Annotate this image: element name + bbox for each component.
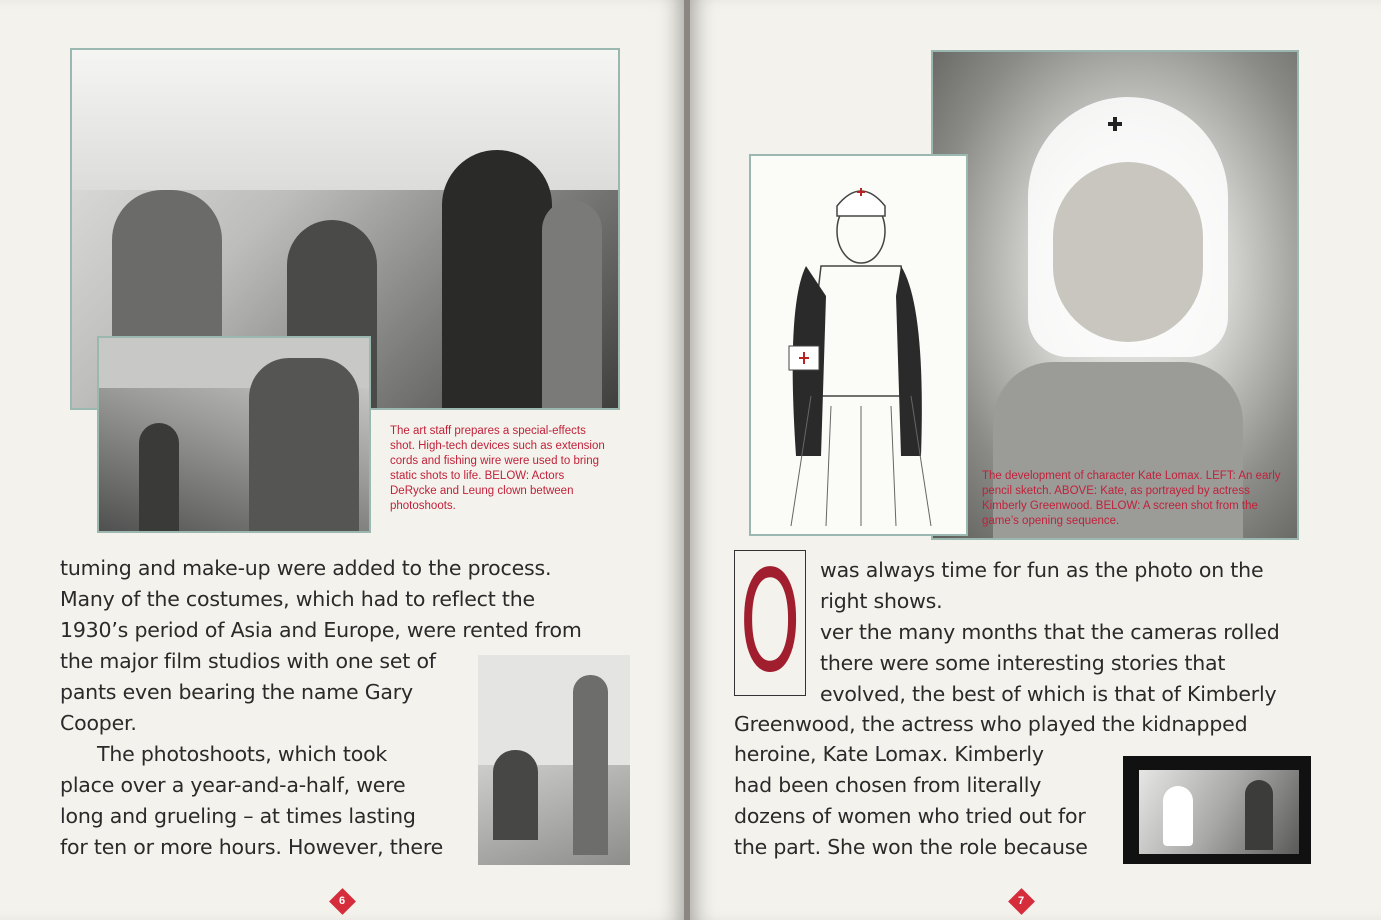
right-text-line: heroine, Kate Lomax. Kimberly: [734, 742, 1044, 766]
left-text-line: for ten or more hours. However, there: [60, 835, 444, 859]
page-number-label: 7: [1017, 895, 1025, 907]
left-text-line: Many of the costumes, which had to reflect the: [60, 587, 535, 611]
left-text-line: tuming and make-up were added to the process.: [60, 556, 552, 580]
left-text-line: the major film studios with one set of: [60, 649, 436, 673]
left-text-line: Cooper.: [60, 711, 137, 735]
actors-clowning-photo: [97, 336, 371, 533]
game-screenshot-photo: [1123, 756, 1311, 864]
right-text-line: right shows.: [820, 589, 943, 613]
left-text-line: pants even bearing the name Gary: [60, 680, 413, 704]
pencil-sketch-photo: [749, 154, 968, 536]
kate-lomax-portrait-photo: [931, 50, 1299, 540]
left-page: [0, 0, 684, 920]
left-text-line: place over a year-and-a-half, were: [60, 773, 406, 797]
page-number-6: [329, 888, 355, 914]
left-text-line: 1930’s period of Asia and Europe, were rented from: [60, 618, 582, 642]
right-photo-caption: The development of character Kate Lomax. LEFT: An early pencil sketch. ABOVE: Kate, as portrayed by actress Kimberly Greenwood. BELOW: A screen shot from the game’s opening sequence.: [982, 470, 1281, 527]
left-text-line: long and grueling – at times lasting: [60, 804, 416, 828]
right-text-line: evolved, the best of which is that of Kimberly: [820, 682, 1277, 706]
right-text-line: Greenwood, the actress who played the kidnapped: [734, 712, 1248, 736]
photoshoot-fun-photo: [478, 655, 630, 865]
right-text-line: was always time for fun as the photo on the: [820, 558, 1264, 582]
right-text-line: had been chosen from literally: [734, 773, 1042, 797]
right-text-line: dozens of women who tried out for: [734, 804, 1086, 828]
right-text-line: there were some interesting stories that: [820, 651, 1226, 675]
right-text-line: ver the many months that the cameras rolled: [820, 620, 1280, 644]
page-number-label: 6: [338, 895, 346, 907]
left-photo-caption: The art staff prepares a special-effects shot. High-tech devices such as extension cords and fishing wire were used to bring static shots to life. BELOW: Actors DeRycke and Leung clown between photoshoots.: [390, 425, 605, 512]
drop-cap-letter: O: [739, 541, 801, 704]
left-text-line: The photoshoots, which took: [97, 742, 388, 766]
page-number-7: [1008, 888, 1034, 914]
right-text-line: the part. She won the role because: [734, 835, 1088, 859]
nurse-sketch-drawing: [751, 156, 966, 534]
drop-cap-box: [734, 541, 806, 704]
